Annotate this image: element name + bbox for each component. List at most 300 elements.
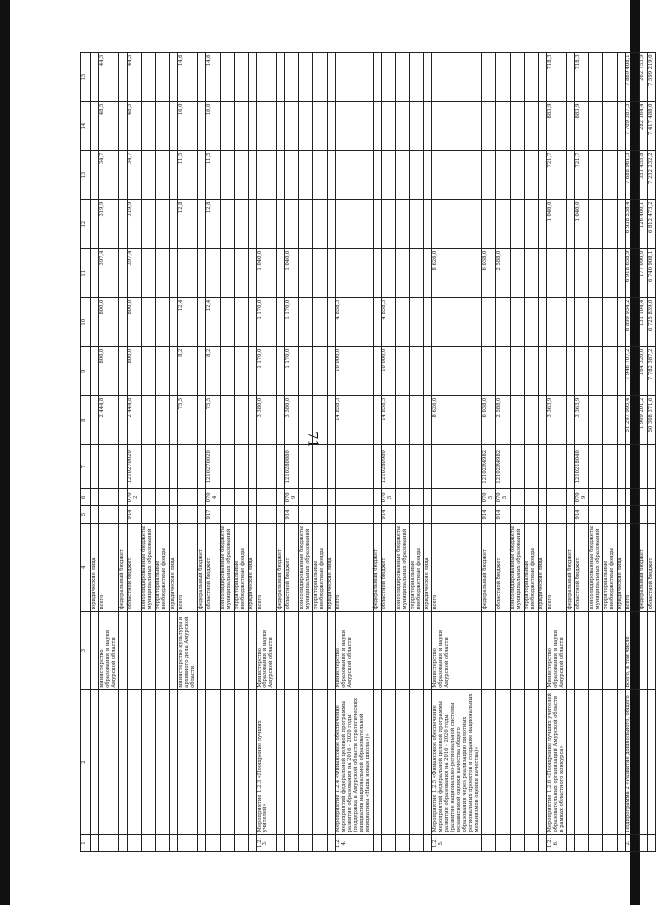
amount-cell — [141, 200, 155, 249]
amount-cell — [482, 347, 496, 396]
amount-cell — [234, 200, 248, 249]
amount-cell — [169, 249, 177, 298]
amount-cell — [432, 347, 482, 396]
executor-cell — [410, 611, 424, 689]
amount-cell — [603, 347, 617, 396]
table-row — [91, 53, 99, 852]
amount-cell: 721,7 — [575, 151, 589, 200]
header-row — [81, 53, 91, 852]
row-index-cell: 1.2.3. — [256, 834, 276, 851]
executor-cell — [648, 611, 656, 689]
funding-source-cell: юридические лица — [424, 523, 432, 611]
header-cell: 2 — [81, 690, 91, 835]
amount-cell: 12,4 — [178, 298, 198, 347]
amount-cell — [432, 200, 482, 249]
amount-cell: 7 599 219,0 — [648, 53, 656, 102]
amount-cell — [277, 200, 285, 249]
amount-cell — [482, 298, 496, 347]
amount-cell: 131 104,4 — [639, 298, 647, 347]
executor-cell — [91, 611, 99, 689]
funding-source-cell: территориальные внебюджетные фонды — [603, 523, 617, 611]
row-index-cell — [639, 834, 647, 851]
amount-cell: 282 164,4 — [639, 102, 647, 151]
measure-name-cell — [567, 690, 575, 835]
funding-source-cell: территориальные внебюджетные фонды — [155, 523, 169, 611]
measure-name-cell — [648, 690, 656, 835]
amount-cell — [91, 347, 99, 396]
amount-cell — [567, 53, 575, 102]
amount-cell: 8,2 — [206, 347, 220, 396]
header-cell: 6 — [81, 489, 91, 506]
section-code-cell — [639, 489, 647, 506]
amount-cell — [119, 298, 127, 347]
amount-cell — [617, 102, 625, 151]
amount-cell — [496, 151, 510, 200]
executor-cell — [198, 611, 206, 689]
amount-cell — [575, 249, 589, 298]
row-index-cell — [496, 834, 510, 851]
amount-cell — [285, 151, 299, 200]
amount-cell — [198, 200, 206, 249]
amount-cell: 16,0 — [178, 102, 198, 151]
amount-cell — [220, 396, 234, 445]
amount-cell — [424, 200, 432, 249]
amount-cell — [395, 347, 409, 396]
amount-cell — [169, 347, 177, 396]
amount-cell — [91, 102, 99, 151]
funding-source-cell: федеральный бюджет — [198, 523, 206, 611]
target-article-cell: 1210280880 — [285, 445, 299, 489]
amount-cell — [395, 249, 409, 298]
target-article-cell — [91, 445, 99, 489]
target-article-cell — [99, 445, 119, 489]
row-index-cell — [567, 834, 575, 851]
measure-name-cell — [99, 690, 119, 835]
amount-cell: 1 170,0 — [256, 298, 276, 347]
amount-cell: 10 000,0 — [381, 347, 395, 396]
amount-cell — [335, 151, 373, 200]
target-article-cell: 1210270020 — [127, 445, 141, 489]
amount-cell — [198, 102, 206, 151]
header-cell: 10 — [81, 298, 91, 347]
target-article-cell — [220, 445, 234, 489]
target-article-cell — [178, 445, 198, 489]
amount-cell — [141, 396, 155, 445]
amount-cell — [482, 53, 496, 102]
amount-cell — [327, 298, 335, 347]
amount-cell: 48,5 — [99, 102, 119, 151]
amount-cell — [589, 53, 603, 102]
amount-cell — [234, 151, 248, 200]
section-code-cell — [313, 489, 327, 506]
amount-cell: 164 320,0 — [639, 347, 647, 396]
amount-cell — [410, 53, 424, 102]
grbs-code-cell — [256, 506, 276, 523]
amount-cell — [327, 53, 335, 102]
grbs-code-cell: 917 — [206, 506, 220, 523]
header-cell: 15 — [81, 53, 91, 102]
amount-cell: 14 858,3 — [381, 396, 395, 445]
section-code-cell — [169, 489, 177, 506]
section-code-cell: 0705 — [381, 489, 395, 506]
amount-cell: 721,7 — [546, 151, 566, 200]
amount-cell: 3 363,9 — [546, 396, 566, 445]
amount-cell — [299, 347, 313, 396]
amount-cell — [395, 53, 409, 102]
executor-cell: Министерство образования и науки Амурской области — [256, 611, 276, 689]
amount-cell — [299, 151, 313, 200]
grbs-code-cell — [327, 506, 335, 523]
amount-cell: 34,7 — [99, 151, 119, 200]
grbs-code-cell — [141, 506, 155, 523]
amount-cell — [603, 396, 617, 445]
funding-source-cell: всего — [178, 523, 198, 611]
measure-name-cell — [91, 690, 99, 835]
amount-cell: 6 812 473,2 — [648, 200, 656, 249]
amount-cell — [617, 151, 625, 200]
table-row — [220, 53, 234, 852]
table-row — [424, 53, 432, 852]
amount-cell: 1 909 201,2 — [639, 396, 647, 445]
grbs-code-cell — [299, 506, 313, 523]
amount-cell — [395, 396, 409, 445]
amount-cell — [313, 102, 327, 151]
target-article-cell — [648, 445, 656, 489]
amount-cell — [178, 249, 198, 298]
target-article-cell: 12102R4982 — [496, 445, 510, 489]
amount-cell — [410, 347, 424, 396]
amount-cell — [617, 396, 625, 445]
amount-cell: 2 588,0 — [496, 396, 510, 445]
target-article-cell — [141, 445, 155, 489]
amount-cell — [575, 298, 589, 347]
grbs-code-cell — [178, 506, 198, 523]
amount-cell — [234, 298, 248, 347]
amount-cell — [510, 396, 524, 445]
target-article-cell — [395, 445, 409, 489]
amount-cell — [617, 298, 625, 347]
amount-cell — [381, 151, 395, 200]
amount-cell — [299, 298, 313, 347]
amount-cell — [589, 151, 603, 200]
amount-cell — [220, 249, 234, 298]
executor-cell — [127, 611, 141, 689]
executor-cell: министерство культуры и архивного дела Амурской области — [178, 611, 198, 689]
page-number: 71 — [304, 431, 320, 448]
table-row — [567, 53, 575, 852]
amount-cell — [589, 102, 603, 151]
section-code-cell: 0709 — [575, 489, 589, 506]
funding-source-cell: федеральный бюджет — [277, 523, 285, 611]
table-row — [327, 53, 335, 852]
amount-cell — [510, 102, 524, 151]
amount-cell — [141, 102, 155, 151]
funding-source-cell: областной бюджет — [575, 523, 589, 611]
amount-cell — [248, 347, 256, 396]
amount-cell — [546, 298, 566, 347]
amount-cell — [248, 200, 256, 249]
amount-cell: 12,8 — [178, 200, 198, 249]
amount-cell — [589, 298, 603, 347]
grbs-code-cell: 914 — [285, 506, 299, 523]
target-article-cell — [538, 445, 546, 489]
amount-cell — [277, 249, 285, 298]
amount-cell: 51 297 995,4 — [625, 396, 639, 445]
table-row — [575, 53, 589, 852]
row-index-cell — [234, 834, 248, 851]
executor-cell — [639, 611, 647, 689]
amount-cell: 397,4 — [99, 249, 119, 298]
executor-cell — [169, 611, 177, 689]
table-row — [256, 53, 276, 852]
amount-cell: 11,5 — [178, 151, 198, 200]
measure-name-cell — [395, 690, 409, 835]
measure-name-cell: Мероприятие 1.2.6 «Поощрение лучших учителей образовательных организаций Амурской области в рамках областного конкурса» — [546, 690, 566, 835]
row-index-cell — [220, 834, 234, 851]
amount-cell: 1 040,0 — [575, 200, 589, 249]
grbs-code-cell — [589, 506, 603, 523]
funding-source-cell: территориальные внебюджетные фонды — [234, 523, 248, 611]
funding-source-cell: территориальные внебюджетные фонды — [410, 523, 424, 611]
section-code-cell — [538, 489, 546, 506]
table-row — [432, 53, 482, 852]
amount-cell — [373, 249, 381, 298]
amount-cell — [277, 53, 285, 102]
target-article-cell: 1210218040 — [575, 445, 589, 489]
row-index-cell — [313, 834, 327, 851]
amount-cell: 1 040,0 — [285, 249, 299, 298]
amount-cell — [155, 396, 169, 445]
grbs-code-cell — [198, 506, 206, 523]
section-code-cell — [299, 489, 313, 506]
grbs-code-cell: 914 — [575, 506, 589, 523]
amount-cell — [285, 200, 299, 249]
amount-cell — [381, 53, 395, 102]
amount-cell — [220, 200, 234, 249]
grbs-code-cell — [524, 506, 538, 523]
amount-cell — [603, 53, 617, 102]
section-code-cell — [567, 489, 575, 506]
amount-cell — [567, 298, 575, 347]
funding-source-cell: федеральный бюджет — [482, 523, 496, 611]
amount-cell: 718,3 — [546, 53, 566, 102]
amount-cell: 6 918 658,9 — [625, 249, 639, 298]
funding-source-cell: областной бюджет — [496, 523, 510, 611]
amount-cell: 34,7 — [127, 151, 141, 200]
amount-cell: 7 782 387,2 — [648, 347, 656, 396]
amount-cell — [538, 151, 546, 200]
target-article-cell — [424, 445, 432, 489]
amount-cell — [575, 347, 589, 396]
amount-cell: 48,5 — [127, 102, 141, 151]
amount-cell — [313, 347, 327, 396]
amount-cell: 3 380,0 — [285, 396, 299, 445]
amount-cell — [567, 102, 575, 151]
amount-cell — [234, 396, 248, 445]
amount-cell — [155, 151, 169, 200]
amount-cell — [538, 200, 546, 249]
amount-cell — [220, 53, 234, 102]
amount-cell — [381, 200, 395, 249]
amount-cell — [589, 249, 603, 298]
section-code-cell — [510, 489, 524, 506]
amount-cell — [538, 396, 546, 445]
amount-cell — [432, 151, 482, 200]
table-row — [119, 53, 127, 852]
amount-cell: 800,0 — [127, 347, 141, 396]
amount-cell — [248, 102, 256, 151]
grbs-code-cell — [603, 506, 617, 523]
header-cell: 7 — [81, 445, 91, 489]
amount-cell — [603, 298, 617, 347]
table-row — [155, 53, 169, 852]
row-index-cell — [169, 834, 177, 851]
section-code-cell: 0705 — [482, 489, 496, 506]
amount-cell — [141, 249, 155, 298]
measure-name-cell — [220, 690, 234, 835]
measure-name-cell — [234, 690, 248, 835]
measure-name-cell — [639, 690, 647, 835]
row-index-cell — [248, 834, 256, 851]
amount-cell — [335, 249, 373, 298]
amount-cell — [496, 298, 510, 347]
executor-cell — [575, 611, 589, 689]
amount-cell: 14 858,3 — [335, 396, 373, 445]
amount-cell — [119, 151, 127, 200]
amount-cell — [327, 151, 335, 200]
table-row — [524, 53, 538, 852]
measure-name-cell — [410, 690, 424, 835]
amount-cell — [119, 347, 127, 396]
executor-cell — [524, 611, 538, 689]
row-index-cell — [603, 834, 617, 851]
section-code-cell — [335, 489, 373, 506]
section-code-cell — [198, 489, 206, 506]
grbs-code-cell — [155, 506, 169, 523]
section-code-cell — [99, 489, 119, 506]
funding-source-cell: федеральный бюджет — [567, 523, 575, 611]
table-row — [299, 53, 313, 852]
row-index-cell — [648, 834, 656, 851]
section-code-cell — [546, 489, 566, 506]
target-article-cell — [313, 445, 327, 489]
amount-cell — [327, 347, 335, 396]
amount-cell — [410, 102, 424, 151]
amount-cell — [91, 396, 99, 445]
amount-cell — [373, 53, 381, 102]
measure-name-cell — [155, 690, 169, 835]
amount-cell — [299, 249, 313, 298]
amount-cell — [119, 102, 127, 151]
amount-cell: 6 938 538,4 — [625, 200, 639, 249]
amount-cell — [589, 396, 603, 445]
amount-cell — [510, 347, 524, 396]
amount-cell: 44,5 — [99, 53, 119, 102]
section-code-cell — [603, 489, 617, 506]
section-code-cell — [155, 489, 169, 506]
amount-cell: 11,5 — [206, 151, 220, 200]
target-article-cell — [524, 445, 538, 489]
amount-cell: 7 946 707,2 — [625, 347, 639, 396]
amount-cell: 44,5 — [127, 53, 141, 102]
executor-cell — [589, 611, 603, 689]
funding-source-cell: консолидированные бюджеты муниципальных образований — [589, 523, 603, 611]
section-code-cell — [617, 489, 625, 506]
amount-cell: 800,0 — [127, 298, 141, 347]
amount-cell — [327, 249, 335, 298]
amount-cell — [91, 151, 99, 200]
executor-cell — [206, 611, 220, 689]
amount-cell — [373, 347, 381, 396]
amount-cell — [198, 347, 206, 396]
section-code-cell — [256, 489, 276, 506]
funding-source-cell: юридические лица — [538, 523, 546, 611]
amount-cell — [524, 347, 538, 396]
amount-cell: 2 444,8 — [127, 396, 141, 445]
funding-source-cell: территориальные внебюджетные фонды — [524, 523, 538, 611]
target-article-cell — [546, 445, 566, 489]
funding-source-cell: юридические лица — [327, 523, 335, 611]
executor-cell — [234, 611, 248, 689]
amount-cell: 2 588,0 — [496, 249, 510, 298]
executor-cell — [277, 611, 285, 689]
amount-cell — [169, 200, 177, 249]
amount-cell — [198, 53, 206, 102]
amount-cell — [617, 53, 625, 102]
target-article-cell — [277, 445, 285, 489]
amount-cell — [589, 347, 603, 396]
funding-source-cell: всего — [99, 523, 119, 611]
row-index-cell — [589, 834, 603, 851]
amount-cell — [496, 53, 510, 102]
header-cell: 3 — [81, 611, 91, 689]
amount-cell — [313, 53, 327, 102]
amount-cell — [524, 298, 538, 347]
amount-cell: 7 232 232,2 — [648, 151, 656, 200]
amount-cell — [432, 298, 482, 347]
grbs-code-cell — [410, 506, 424, 523]
target-article-cell — [567, 445, 575, 489]
funding-source-cell: юридические лица — [169, 523, 177, 611]
amount-cell — [395, 151, 409, 200]
amount-cell — [206, 249, 220, 298]
table-row — [335, 53, 373, 852]
executor-cell — [220, 611, 234, 689]
amount-cell — [220, 347, 234, 396]
target-article-cell — [335, 445, 373, 489]
target-article-cell: 12102R4982 — [482, 445, 496, 489]
executor-cell — [381, 611, 395, 689]
row-index-cell — [524, 834, 538, 851]
row-index-cell — [99, 834, 119, 851]
table-row — [285, 53, 299, 852]
amount-cell: 351 455,8 — [639, 151, 647, 200]
amount-cell — [603, 200, 617, 249]
funding-source-cell: федеральный бюджет — [639, 523, 647, 611]
amount-cell — [234, 347, 248, 396]
row-index-cell — [424, 834, 432, 851]
measure-name-cell — [538, 690, 546, 835]
measure-name-cell — [285, 690, 299, 835]
amount-cell — [496, 200, 510, 249]
amount-cell: 6 899 934,2 — [625, 298, 639, 347]
grbs-code-cell — [617, 506, 625, 523]
amount-cell: 6 740 908,1 — [648, 249, 656, 298]
executor-cell — [119, 611, 127, 689]
amount-cell: 1 040,0 — [546, 200, 566, 249]
header-cell: 14 — [81, 102, 91, 151]
funding-source-cell: областной бюджет — [381, 523, 395, 611]
